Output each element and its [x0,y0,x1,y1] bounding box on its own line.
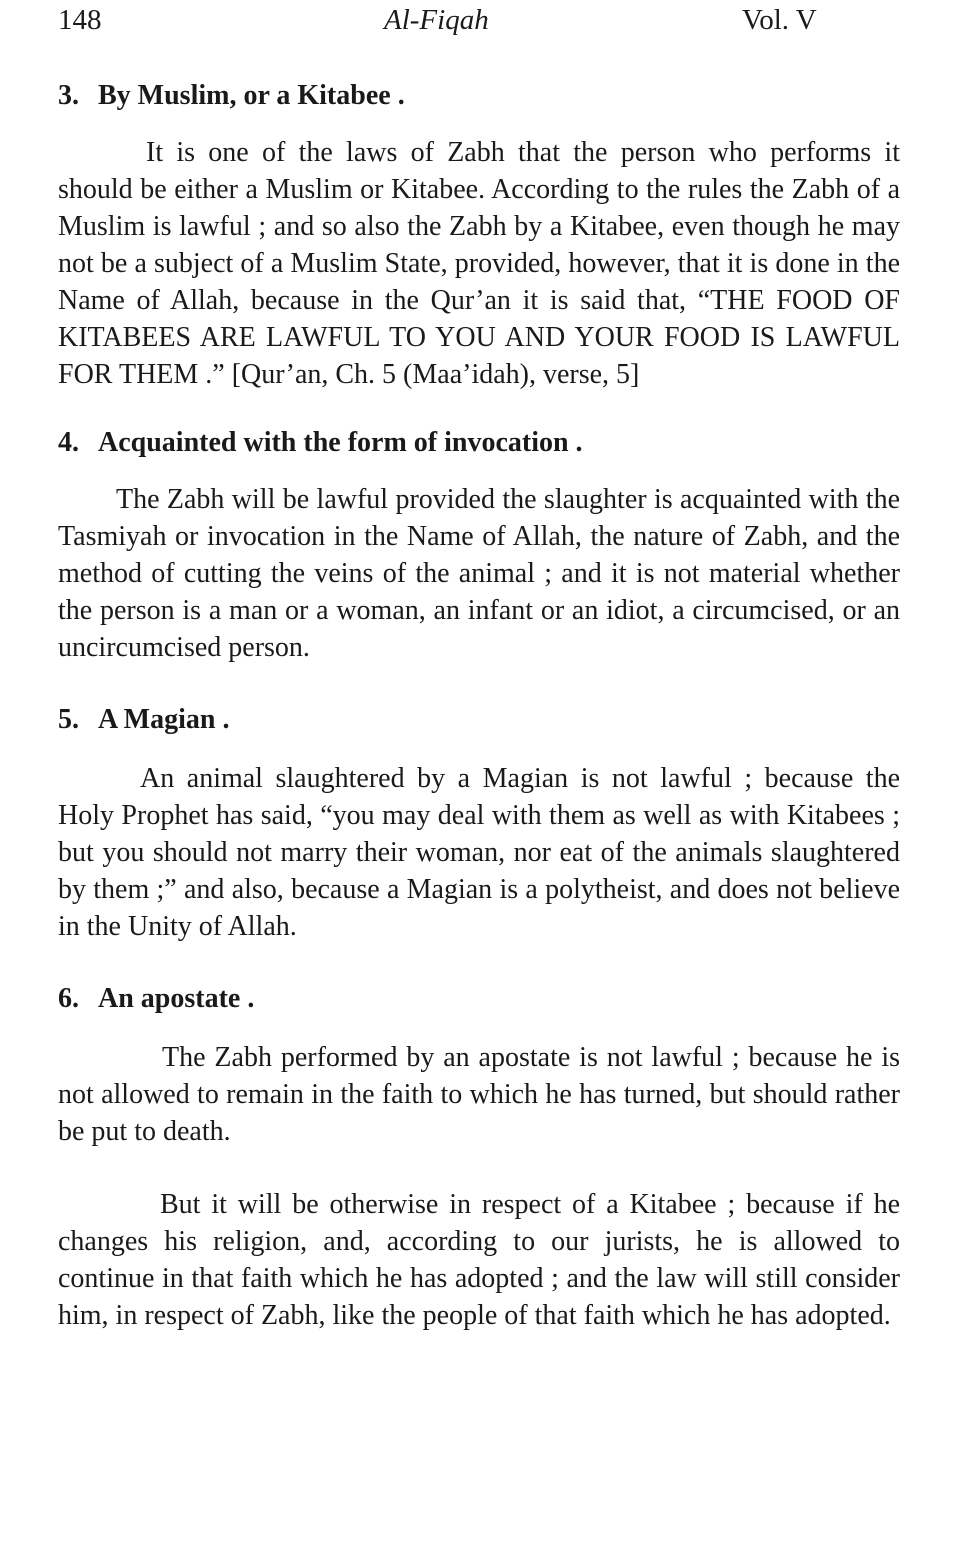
section-heading-4 [58,425,900,461]
section-3-paragraph: It is one of the laws of Zabh that the person who performs it should be either a Muslim or Kitabee. According to the rules the Zabh of a Muslim is lawful ; and so also the Zabh by a Kitabee, even though he may not be a subject of a Muslim State, provided, however, that it is done in the Name of Allah, because in the Qur’an it is said that, “THE FOOD OF KITABEES ARE LAWFUL TO YOU AND YOUR FOOD IS LAWFUL FOR THEM .” [Qur’an, Ch. 5 (Maa’idah), verse, 5] [58,137,900,390]
section-5-paragraph: An animal slaughtered by a Magian is not lawful ; because the Holy Prophet has said, “you may deal with them as well as with Kitabees ; but you should not marry their woman, nor eat of the animals slaughtered by them ;” and also, because a Magian is a polytheist, and does not believe in the Unity of Allah. [58,763,900,942]
section-number: 3. [58,80,79,111]
running-header [58,0,900,52]
section-6-paragraph-2: But it will be otherwise in respect of a Kitabee ; because if he changes his religion, and, according to our jurists, he is allowed to continue in that faith which he has adopted ; and the law will still consider him, in respect of Zabh, like the people of that faith which he has adopted. [58,1189,900,1331]
book-page [58,0,900,1334]
page-number: 148 [58,4,102,36]
section-heading-5 [58,702,900,738]
section-number: 6. [58,983,79,1014]
book-title: Al-Fiqah [384,4,489,36]
volume-label: Vol. V [742,4,817,36]
section-6-paragraph-1: The Zabh performed by an apostate is not lawful ; because he is not allowed to remain in the faith to which he has turned, but should rather be put to death. [58,1042,900,1147]
section-title: Acquainted with the form of invocation . [98,427,583,458]
section-title: A Magian . [98,704,230,735]
section-heading-6 [58,981,900,1017]
section-title: An apostate . [98,983,255,1014]
section-heading-3 [58,78,900,114]
section-title: By Muslim, or a Kitabee . [98,80,405,111]
section-number: 5. [58,704,79,735]
section-number: 4. [58,427,79,458]
section-4-paragraph: The Zabh will be lawful provided the slaughter is acquainted with the Tasmiyah or invocation in the Name of Allah, the nature of Zabh, and the method of cutting the veins of the animal ; and it is not material whether the person is a man or a woman, an infant or an idiot, a circumcised, or an uncircumcised person. [58,484,900,663]
